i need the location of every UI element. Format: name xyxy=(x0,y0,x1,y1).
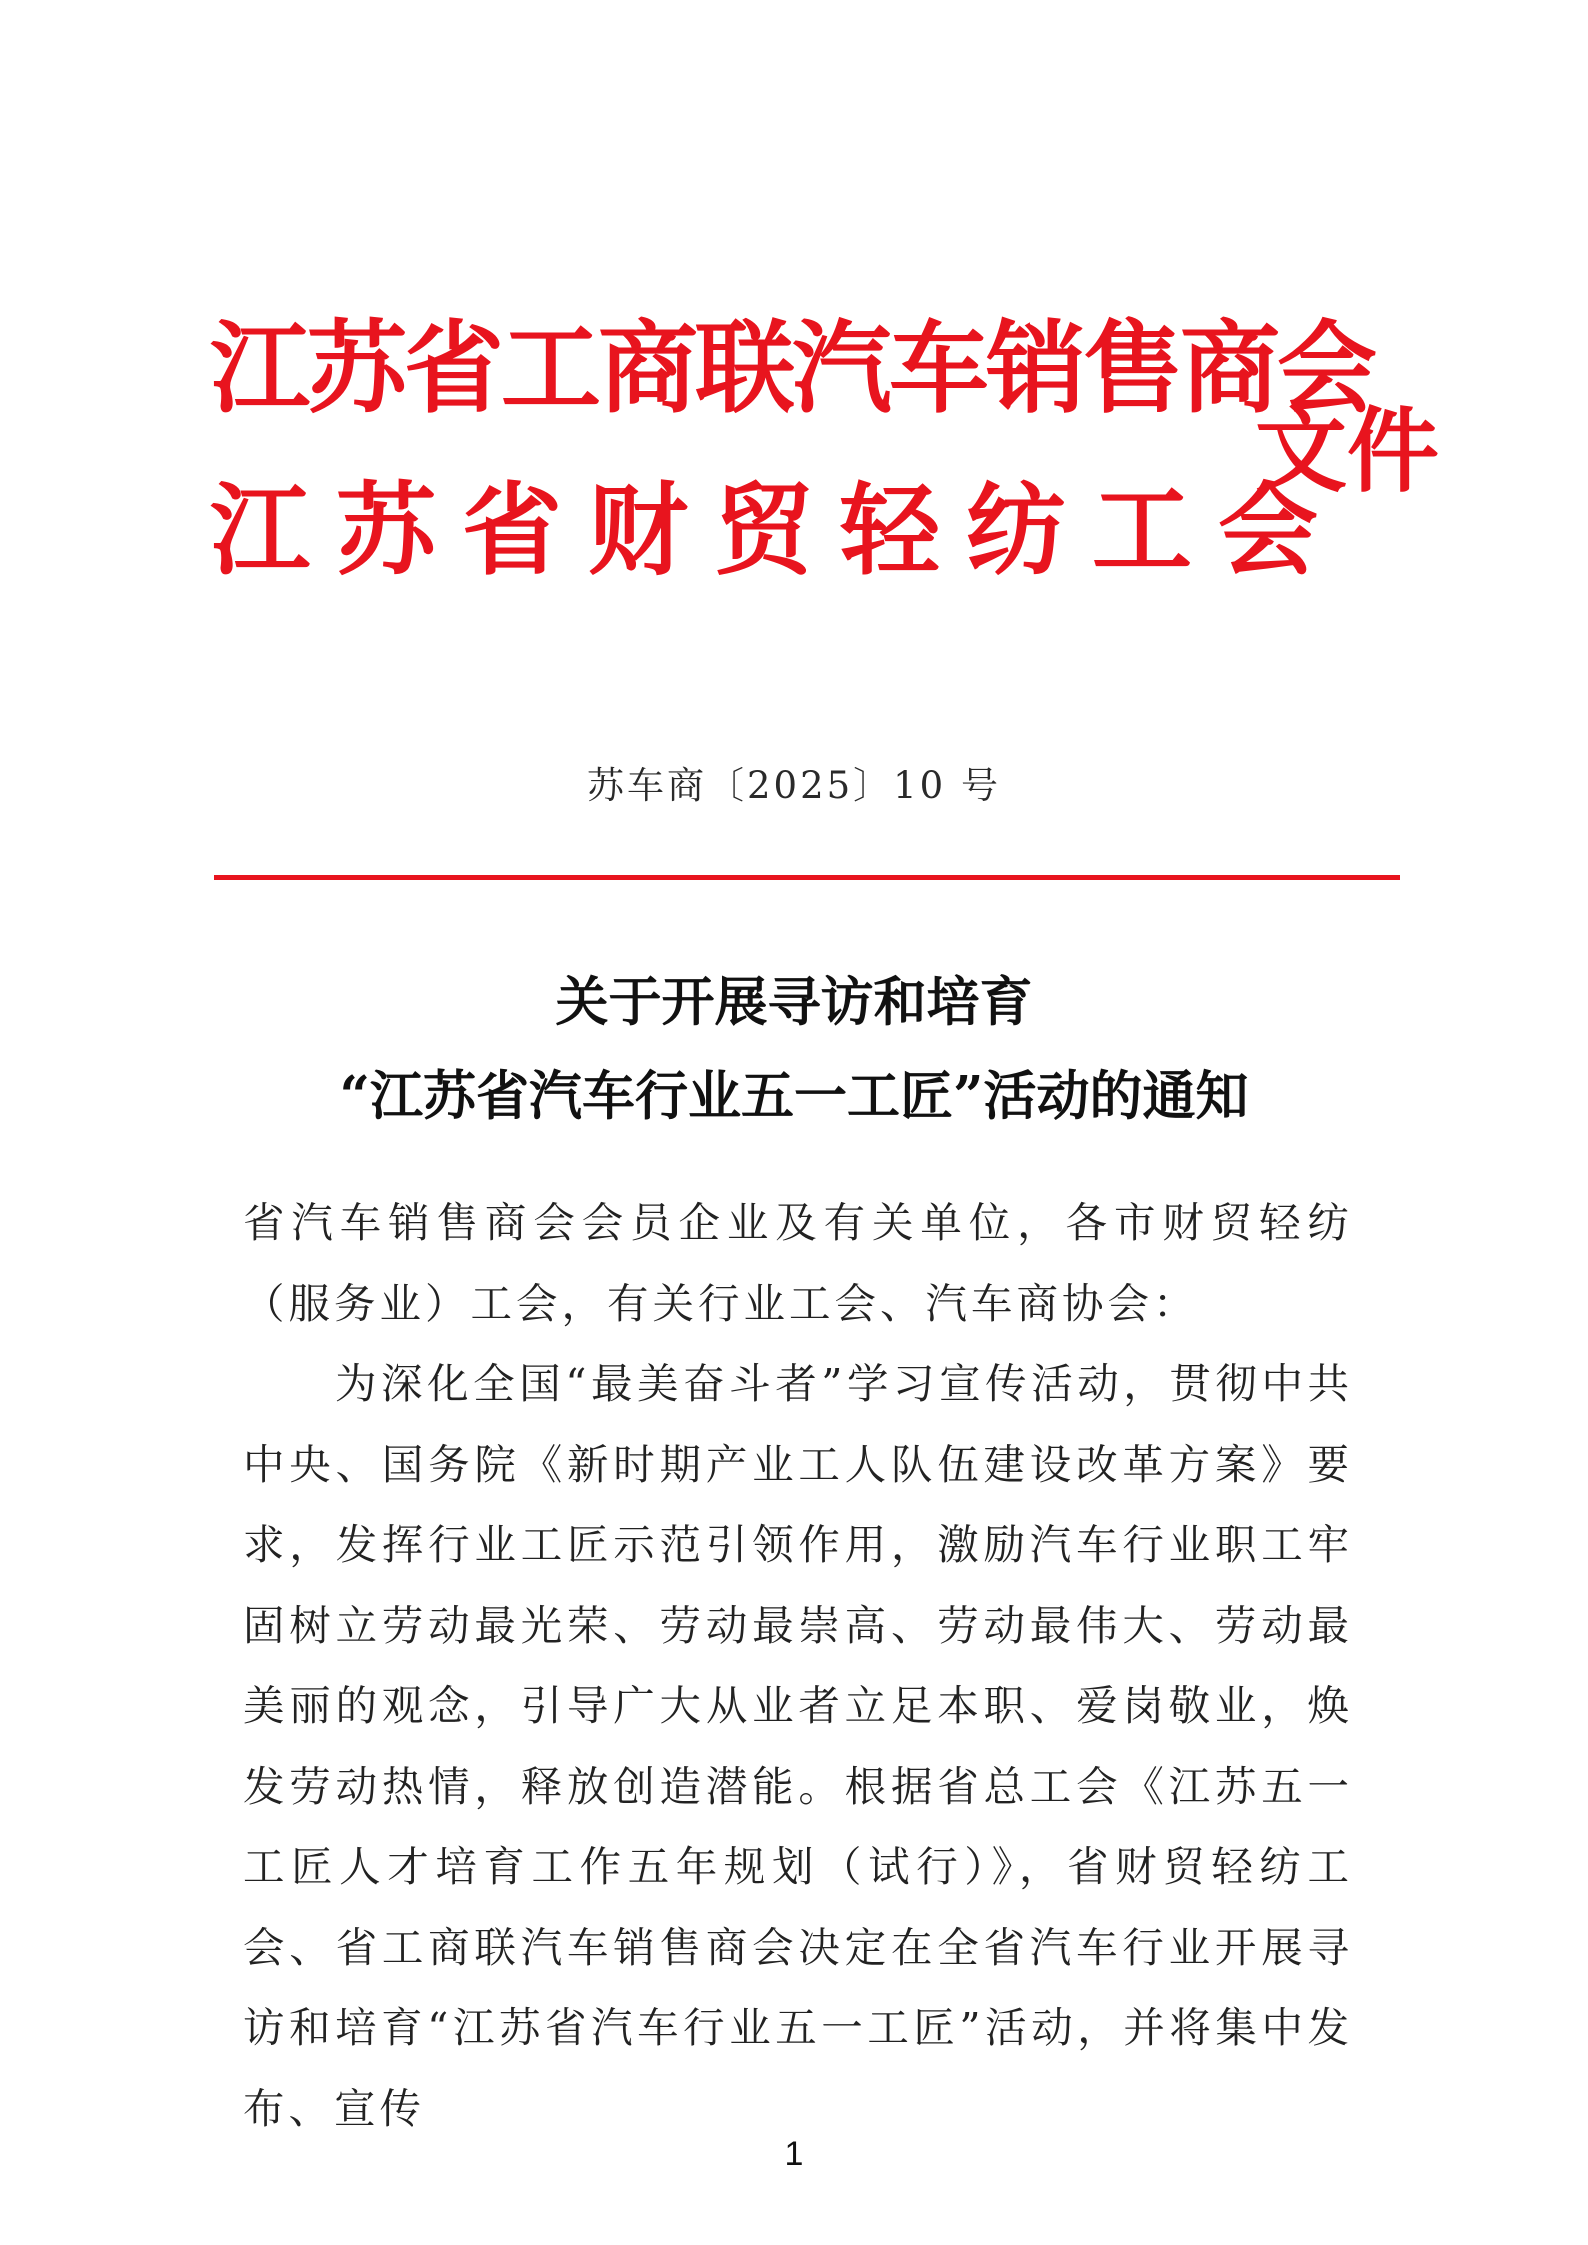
body-paragraph: 为深化全国“最美奋斗者”学习宣传活动，贯彻中共中央、国务院《新时期产业工人队伍建设改革方案》要求，发挥行业工匠示范引领作用，激励汽车行业职工牢固树立劳动最光荣、劳动最崇高、劳动最伟大、劳动最美丽的观念，引导广大从业者立足本职、爱岗敬业，焕发劳动热情，释放创造潜能。根据省总工会《江苏五一工匠人才培育工作五年规划（试行）》，省财贸轻纺工会、省工商联汽车销售商会决定在全省汽车行业开展寻访和培育“江苏省汽车行业五一工匠”活动，并将集中发布、宣传 xyxy=(243,1359,1353,2133)
document-body xyxy=(243,1183,1353,2149)
document-title xyxy=(0,955,1588,1143)
title-line-2: “江苏省汽车行业五一工匠”活动的通知 xyxy=(339,1065,1249,1127)
page-number: 1 xyxy=(784,2135,804,2173)
document-number: 苏车商〔2025〕10 号 xyxy=(586,764,1001,807)
document-type-label: 文件 xyxy=(1255,397,1440,505)
issuing-organization-1: 江苏省工商联汽车销售商会 xyxy=(210,309,1374,427)
red-divider xyxy=(214,875,1400,880)
title-line-1: 关于开展寻访和培育 xyxy=(555,971,1033,1033)
issuing-organization-2: 江苏省财贸轻纺工会 xyxy=(210,471,1344,589)
addressee-paragraph: 省汽车销售商会会员企业及有关单位，各市财贸轻纺（服务业）工会，有关行业工会、汽车商协会： xyxy=(243,1198,1353,1328)
document-header xyxy=(210,300,1440,620)
